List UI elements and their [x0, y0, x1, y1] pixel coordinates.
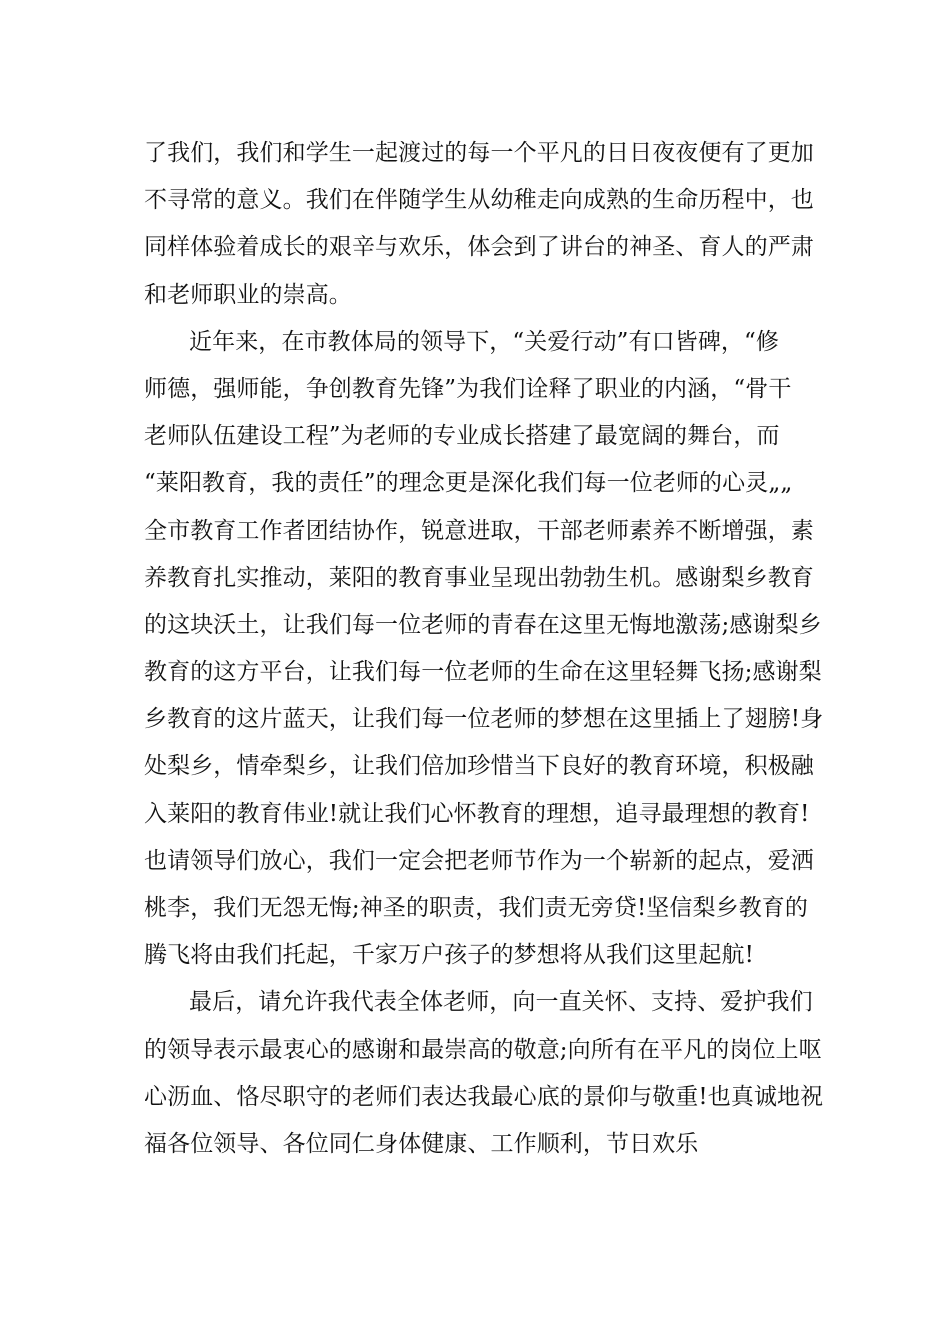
text-line: 入莱阳的教育伟业!就让我们心怀教育的理想，追寻最理想的教育! [144, 800, 810, 827]
text-line: 同样体验着成长的艰辛与欢乐，体会到了讲台的神圣、育人的严肃 [144, 234, 814, 261]
text-line: 的领导表示最衷心的感谢和最崇高的敬意;向所有在平凡的岗位上呕 [144, 1036, 822, 1063]
paragraph-start-line: 近年来，在市教体局的领导下，“关爱行动”有口皆碑，“修 [189, 328, 779, 355]
text-line: 桃李，我们无怨无悔;神圣的职责，我们责无旁贷!坚信梨乡教育的 [144, 895, 808, 921]
text-line: 福各位领导、各位同仁身体健康、工作顺利，节日欢乐 [144, 1130, 699, 1157]
text-line: 乡教育的这片蓝天，让我们每一位老师的梦想在这里插上了翅膀!身 [144, 706, 824, 733]
text-line: 也请领导们放心，我们一定会把老师节作为一个崭新的起点，爱洒 [144, 847, 814, 874]
text-line: 教育的这方平台，让我们每一位老师的生命在这里轻舞飞扬;感谢梨 [144, 659, 822, 686]
document-body [144, 130, 824, 1168]
paragraph-start-line: 最后，请允许我代表全体老师，向一直关怀、支持、爱护我们 [189, 989, 813, 1016]
text-line: 了我们，我们和学生一起渡过的每一个平凡的日日夜夜便有了更加 [144, 140, 814, 166]
text-line: 的这块沃土，让我们每一位老师的青春在这里无悔地激荡;感谢梨乡 [144, 611, 822, 638]
text-line: 老师队伍建设工程”为老师的专业成长搭建了最宽阔的舞台，而 [144, 423, 780, 450]
text-line: 和老师职业的崇高。 [144, 281, 352, 308]
text-line: 腾飞将由我们托起，千家万户孩子的梦想将从我们这里起航! [144, 942, 754, 969]
text-line: 养教育扎实推动，莱阳的教育事业呈现出勃勃生机。感谢梨乡教育 [144, 564, 814, 591]
text-line: 不寻常的意义。我们在伴随学生从幼稚走向成熟的生命历程中，也 [144, 187, 814, 214]
text-line: “莱阳教育，我的责任”的理念更是深化我们每一位老师的心灵„„ [144, 470, 793, 497]
text-line: 心沥血、恪尽职守的老师们表达我最心底的景仰与敬重!也真诚地祝 [144, 1083, 824, 1110]
text-line: 处梨乡，情牵梨乡，让我们倍加珍惜当下良好的教育环境，积极融 [144, 753, 814, 780]
text-line: 师德，强师能，争创教育先锋”为我们诠释了职业的内涵，“骨干 [144, 375, 792, 402]
text-line: 全市教育工作者团结协作，锐意进取，干部老师素养不断增强，素 [144, 517, 814, 544]
